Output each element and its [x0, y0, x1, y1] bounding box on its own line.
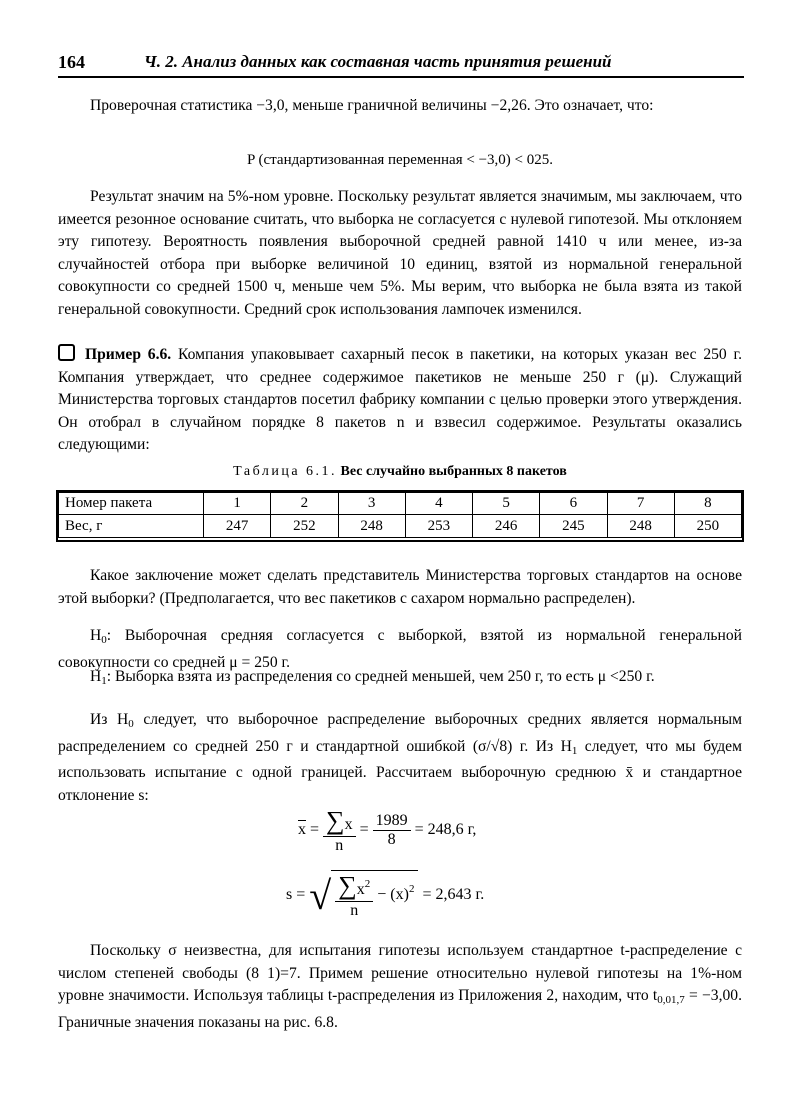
table-cell: 7: [607, 493, 674, 515]
example-box-icon: [58, 344, 75, 361]
table-cell: 2: [271, 493, 338, 515]
table-cell: 8: [674, 493, 741, 515]
paragraph-derivation: [58, 709, 742, 807]
derivation-sub-2: 1: [571, 744, 578, 757]
mean-power: 2: [408, 883, 415, 896]
h0-text: : Выборочная средняя согласуется с выборкой, взятой из нормальной генеральной совокупности со средней μ = 250 г.: [58, 627, 742, 671]
numerator-var: x: [344, 816, 353, 833]
table-cell: 1: [204, 493, 271, 515]
std-symbol: s =: [286, 886, 306, 904]
h1-subscript: 1: [101, 675, 107, 687]
paragraph-t-distribution: [58, 940, 742, 1034]
derivation-text-2: следует, что выборочное распределение выборочных средних является нормальным распределением со средней 250 г и стандартной ошибкой (σ/√8) г. Из H: [58, 711, 742, 755]
formula-mean: [298, 806, 476, 855]
sqrt-content: [331, 870, 418, 920]
numerator-power: 2: [364, 878, 371, 890]
table-header-cell: Вес, г: [59, 515, 204, 538]
table-cell: 3: [338, 493, 405, 515]
table-header-cell: Номер пакета: [59, 493, 204, 515]
chapter-title: Ч. 2. Анализ данных как составная часть принятия решений: [144, 52, 612, 71]
h0-subscript: 0: [101, 634, 107, 646]
table-cell: 247: [204, 515, 271, 538]
t-dist-text-2: = −3,00. Граничные значения показаны на рис. 6.8.: [58, 987, 742, 1031]
denominator-number: 8: [387, 831, 396, 848]
probability-line: P (стандартизованная переменная < −3,0) < 025.: [246, 152, 553, 168]
derivation-text-3: следует, что мы будем использовать испытание с одной границей. Рассчитаем выборочную среднюю x̄ и стандартное отклонение s:: [58, 737, 742, 804]
table-row-weights: [59, 515, 742, 538]
example-label: Пример 6.6.: [85, 346, 172, 363]
numerator-var: x: [356, 881, 365, 898]
table-row-numbers: [59, 493, 742, 515]
formula-equals: =: [359, 821, 369, 839]
running-header: [58, 52, 744, 74]
table-caption: [58, 464, 742, 480]
sqrt-icon: √: [309, 873, 332, 918]
table-cell: 248: [607, 515, 674, 538]
denominator: n: [335, 837, 344, 854]
table-cell: 252: [271, 515, 338, 538]
mean-symbol: $\overline{x}$: [298, 821, 306, 839]
table-caption-prefix: Таблица 6.1.: [233, 464, 338, 479]
page-number: 164: [58, 52, 85, 72]
weights-table: [58, 492, 742, 538]
paragraph-test-statistic: Проверочная статистика −3,0, меньше граничной величины −2,26. Это означает, что:: [90, 97, 654, 114]
std-result: = 2,643 г.: [422, 886, 485, 904]
table-cell: 248: [338, 515, 405, 538]
derivation-text-1: Из H: [90, 711, 129, 728]
table-caption-text: Вес случайно выбранных 8 пакетов: [340, 464, 567, 479]
table-cell: 245: [540, 515, 607, 538]
h1-symbol: H: [90, 668, 102, 685]
sigma-icon: ∑: [326, 806, 345, 835]
numerator-number: 1989: [373, 812, 411, 831]
table-cell: 253: [405, 515, 472, 538]
t-subscript: 0,01,7: [657, 994, 685, 1007]
table-cell: 6: [540, 493, 607, 515]
formula-std-dev: [286, 870, 484, 920]
table-cell: 4: [405, 493, 472, 515]
paragraph-result: Результат значим на 5%-ном уровне. Поскольку результат является значимым, мы заключаем, что имеется резонное основание считать, что выборка не согласуется с нулевой гипотезой. Мы отклоняем эту гипотезу. Вероятность появления выборочной средней равной 1410 ч или менее, из-за случайностей отбора при выборке величиной 10 единиц, взятой из нормальной генеральной совокупности со средней 1500 ч, меньше чем 5%. Мы верим, что выборка не была взята из такой генеральной совокупности. Средний срок использования лампочек изменился.: [58, 188, 742, 318]
fraction-sum-over-n: [323, 806, 356, 855]
table-cell: 5: [473, 493, 540, 515]
table-cell: 246: [473, 515, 540, 538]
h0-symbol: H: [90, 627, 102, 644]
header-rule: [58, 76, 744, 78]
table-cell: 250: [674, 515, 741, 538]
hypothesis-h1: [58, 666, 742, 693]
sigma-icon: ∑: [338, 871, 357, 900]
h1-text: : Выборка взята из распределения со средней меньшей, чем 250 г, то есть μ <250 г.: [106, 668, 655, 685]
mean-result: = 248,6 г,: [414, 821, 477, 839]
paragraph-question: Какое заключение может сделать представитель Министерства торговых стандартов на основе этой выборки? (Предполагается, что вес пакетиков с сахаром нормально распределен).: [58, 567, 742, 607]
minus-mean-sq: − (x): [377, 886, 409, 904]
t-dist-text-1: Поскольку σ неизвестна, для испытания гипотезы используем стандартное t-распределение с числом степеней свободы (8 1)=7. Примем решение относительно нулевой гипотезы на 1%-ном уровне значимости. Используя таблицы t-распределения из Приложения 2, находим, что t: [58, 942, 742, 1005]
denominator: n: [350, 902, 359, 919]
example-paragraph: [58, 344, 742, 457]
fraction-sum-sq-over-n: [335, 871, 373, 920]
example-text: Компания упаковывает сахарный песок в пакетики, на которых указан вес 250 г. Компания утверждает, что среднее содержимое пакетиков не меньше 250 г (μ). Служащий Министерства торговых стандартов посетил фабрику компании с целью проверки этого утверждения. Он отобрал в случайном порядке 8 пакетов n и взвесил содержимое. Результаты оказались следующими:: [58, 346, 743, 454]
formula-equals: =: [310, 821, 320, 839]
derivation-sub-1: 0: [128, 718, 134, 730]
fraction-numeric: [373, 812, 411, 849]
